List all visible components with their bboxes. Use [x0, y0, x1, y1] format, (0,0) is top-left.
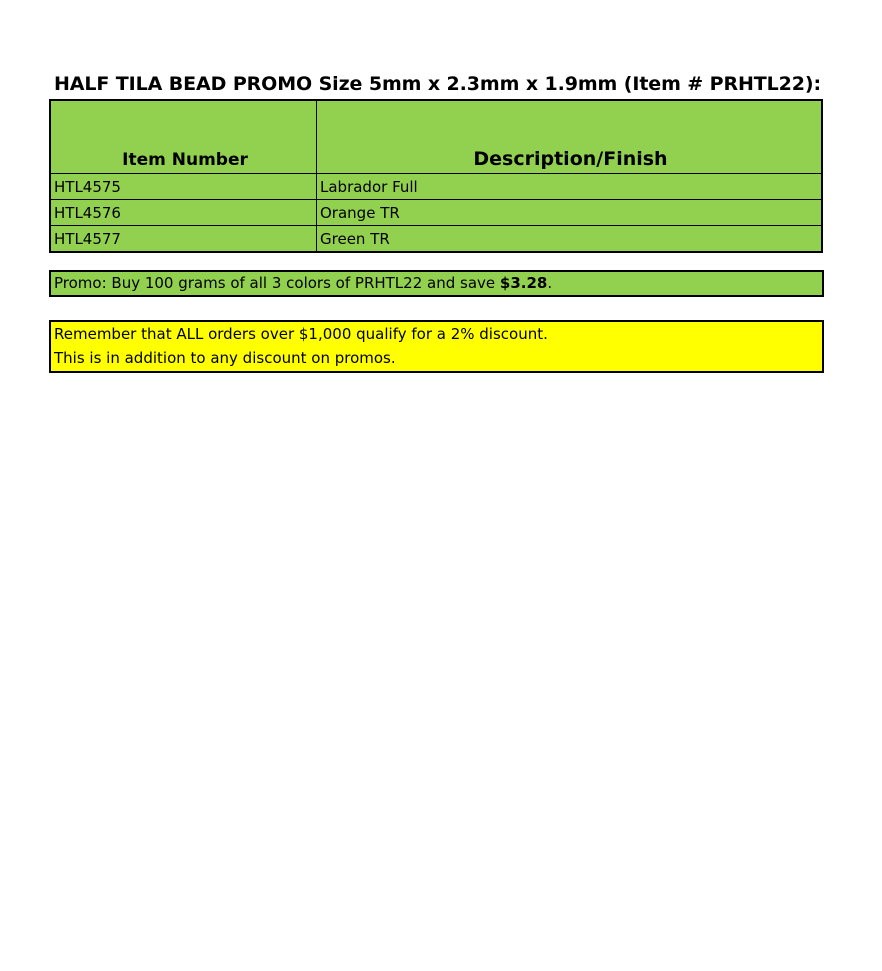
description-cell: Orange TR	[317, 200, 823, 226]
table-row	[50, 226, 822, 253]
column-header-description: Description/Finish	[317, 100, 823, 174]
promo-text: Promo: Buy 100 grams of all 3 colors of PRHTL22 and save	[54, 274, 500, 292]
description-cell: Labrador Full	[317, 174, 823, 200]
notice-line-2: This is in addition to any discount on promos.	[54, 349, 396, 367]
item-number-cell: HTL4577	[50, 226, 317, 253]
promo-box	[49, 270, 824, 297]
product-table	[49, 99, 823, 253]
table-row	[50, 200, 822, 226]
item-number-cell: HTL4576	[50, 200, 317, 226]
table-row	[50, 174, 822, 200]
promo-amount: $3.28	[499, 274, 548, 292]
item-number-cell: HTL4575	[50, 174, 317, 200]
notice-line-1: Remember that ALL orders over $1,000 qualify for a 2% discount.	[54, 325, 548, 343]
column-header-item-number: Item Number	[50, 100, 317, 174]
page-title: HALF TILA BEAD PROMO Size 5mm x 2.3mm x 1.9mm (Item # PRHTL22):	[54, 73, 821, 95]
discount-notice-box	[49, 320, 824, 373]
table-header-row	[50, 100, 822, 174]
description-cell: Green TR	[317, 226, 823, 253]
promo-suffix: .	[547, 274, 553, 292]
